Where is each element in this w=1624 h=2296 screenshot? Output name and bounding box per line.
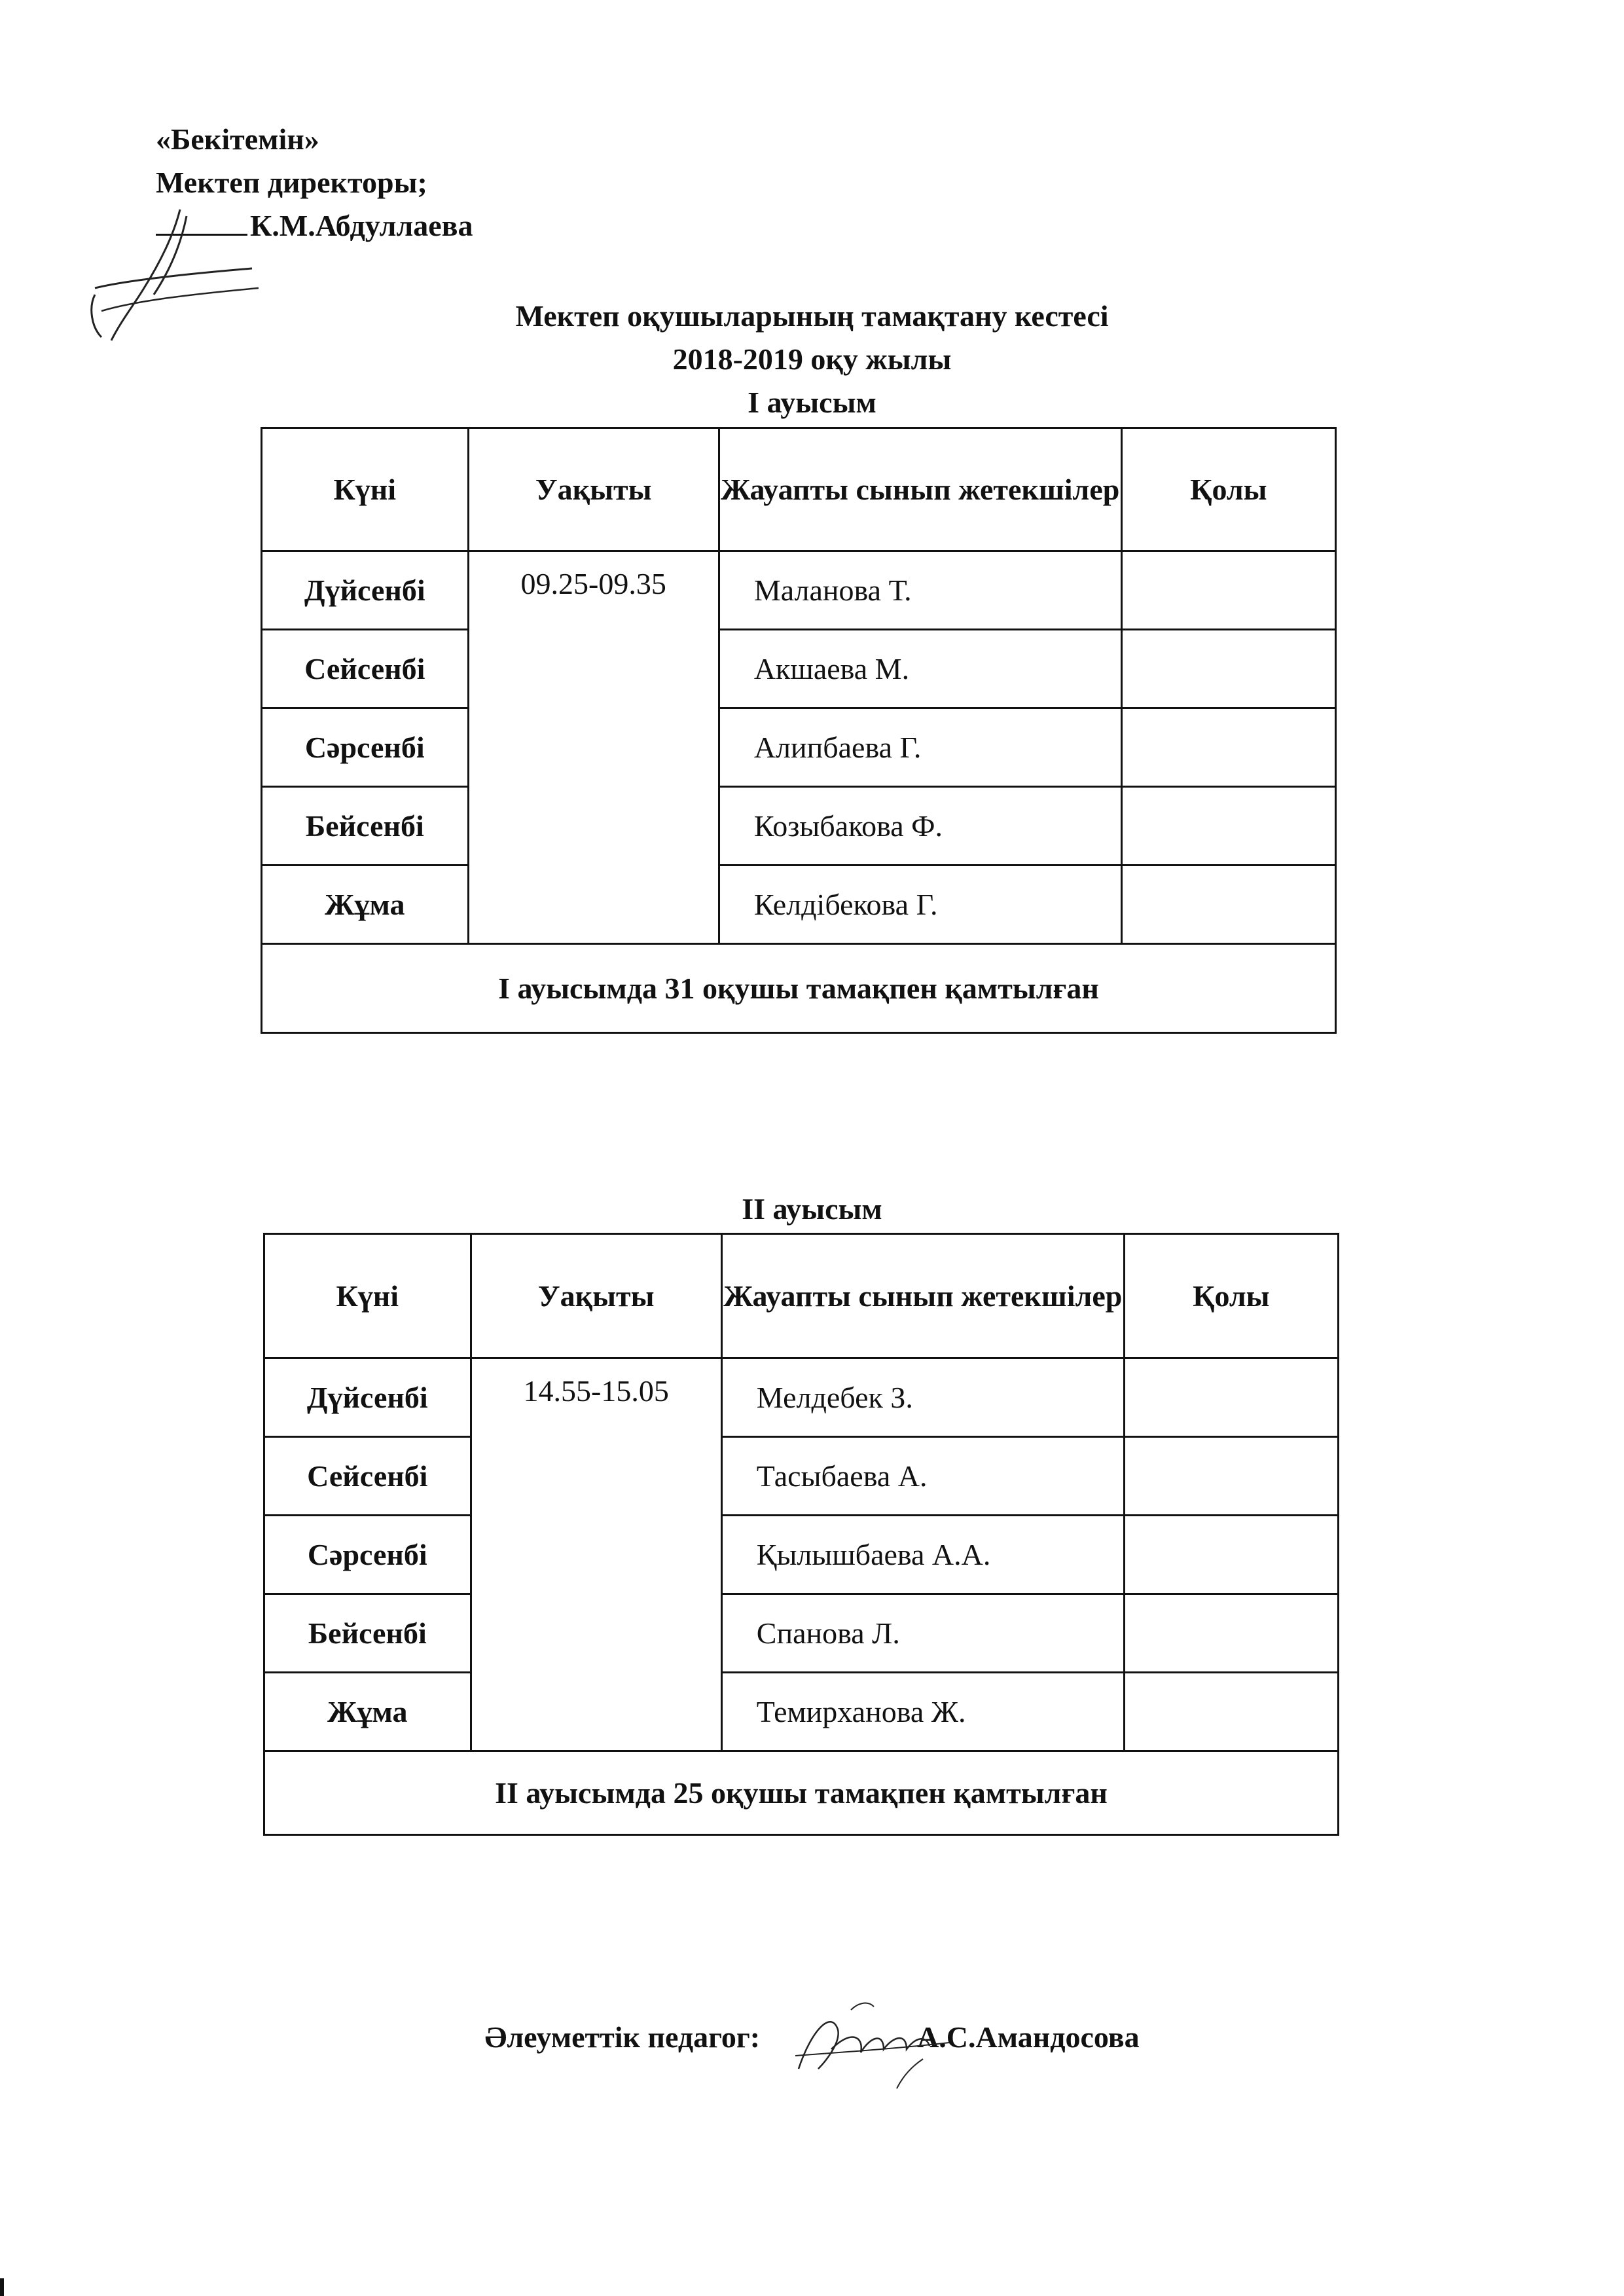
shift1-header-row bbox=[262, 428, 1336, 551]
teacher-cell: Темирханова Ж. bbox=[721, 1673, 1124, 1751]
signature-cell bbox=[1124, 1437, 1338, 1516]
shift2-summary: ІІ ауысымда 25 оқушы тамақпен қамтылған bbox=[264, 1751, 1339, 1835]
shift1-table bbox=[261, 427, 1337, 1034]
day-cell: Бейсенбі bbox=[262, 787, 469, 866]
signature-cell bbox=[1124, 1594, 1338, 1673]
teacher-cell: Тасыбаева А. bbox=[721, 1437, 1124, 1516]
title-line-1: Мектеп оқушыларының тамақтану кестесі bbox=[515, 299, 1109, 333]
teacher-cell: Маланова Т. bbox=[719, 551, 1121, 630]
signature-cell bbox=[1124, 1358, 1338, 1437]
teacher-cell: Козыбакова Ф. bbox=[719, 787, 1121, 866]
footer-name: А.С.Амандосова bbox=[917, 2020, 1140, 2054]
time-cell: 14.55-15.05 bbox=[471, 1358, 721, 1751]
day-cell: Сейсенбі bbox=[264, 1437, 471, 1516]
header-day: Күні bbox=[264, 1234, 471, 1358]
teacher-cell: Қылышбаева А.А. bbox=[721, 1516, 1124, 1594]
shift2-table bbox=[263, 1233, 1339, 1836]
teacher-cell: Акшаева М. bbox=[719, 630, 1121, 708]
title-line-2: 2018-2019 оқу жылы bbox=[672, 342, 952, 376]
shift2-header-row bbox=[264, 1234, 1339, 1358]
table-row bbox=[262, 708, 1336, 787]
summary-row bbox=[264, 1751, 1339, 1835]
day-cell: Бейсенбі bbox=[264, 1594, 471, 1673]
signature-cell bbox=[1121, 787, 1335, 866]
header-time: Уақыты bbox=[468, 428, 719, 551]
header-signature: Қолы bbox=[1121, 428, 1335, 551]
day-cell: Сәрсенбі bbox=[262, 708, 469, 787]
teacher-cell: Спанова Л. bbox=[721, 1594, 1124, 1673]
table-row bbox=[264, 1516, 1339, 1594]
table-row bbox=[264, 1673, 1339, 1751]
shift1-title: І ауысым bbox=[748, 386, 876, 419]
day-cell: Жұма bbox=[264, 1673, 471, 1751]
director-name: К.М.Абдуллаева bbox=[250, 209, 473, 242]
day-cell: Дүйсенбі bbox=[262, 551, 469, 630]
approval-heading: «Бекітемін» bbox=[156, 122, 319, 156]
scan-edge-mark bbox=[0, 2278, 4, 2296]
teacher-cell: Мелдебек З. bbox=[721, 1358, 1124, 1437]
header-teachers: Жауапты сынып жетекшілер bbox=[719, 428, 1121, 551]
day-cell: Сәрсенбі bbox=[264, 1516, 471, 1594]
day-cell: Дүйсенбі bbox=[264, 1358, 471, 1437]
day-cell: Сейсенбі bbox=[262, 630, 469, 708]
signature-cell bbox=[1121, 708, 1335, 787]
signature-cell bbox=[1124, 1516, 1338, 1594]
table-row bbox=[262, 630, 1336, 708]
header-day: Күні bbox=[262, 428, 469, 551]
pedagogue-signature-icon bbox=[785, 1990, 956, 2095]
summary-row bbox=[262, 944, 1336, 1033]
signature-cell bbox=[1121, 551, 1335, 630]
footer-label: Әлеуметтік педагог: bbox=[484, 2020, 761, 2054]
header-teachers: Жауапты сынып жетекшілер bbox=[721, 1234, 1124, 1358]
signature-cell bbox=[1121, 866, 1335, 944]
approval-position: Мектеп директоры; bbox=[156, 166, 427, 199]
header-time: Уақыты bbox=[471, 1234, 721, 1358]
header-signature: Қолы bbox=[1124, 1234, 1338, 1358]
table-row bbox=[264, 1594, 1339, 1673]
table-row bbox=[262, 866, 1336, 944]
table-row bbox=[262, 551, 1336, 630]
signature-cell bbox=[1121, 630, 1335, 708]
day-cell: Жұма bbox=[262, 866, 469, 944]
shift2-title: ІІ ауысым bbox=[742, 1192, 882, 1226]
document-title bbox=[0, 295, 1624, 381]
table-row bbox=[262, 787, 1336, 866]
table-row bbox=[264, 1358, 1339, 1437]
teacher-cell: Алипбаева Г. bbox=[719, 708, 1121, 787]
table-row bbox=[264, 1437, 1339, 1516]
time-cell: 09.25-09.35 bbox=[468, 551, 719, 944]
shift1-summary: І ауысымда 31 оқушы тамақпен қамтылған bbox=[262, 944, 1336, 1033]
signature-cell bbox=[1124, 1673, 1338, 1751]
teacher-cell: Келдібекова Г. bbox=[719, 866, 1121, 944]
